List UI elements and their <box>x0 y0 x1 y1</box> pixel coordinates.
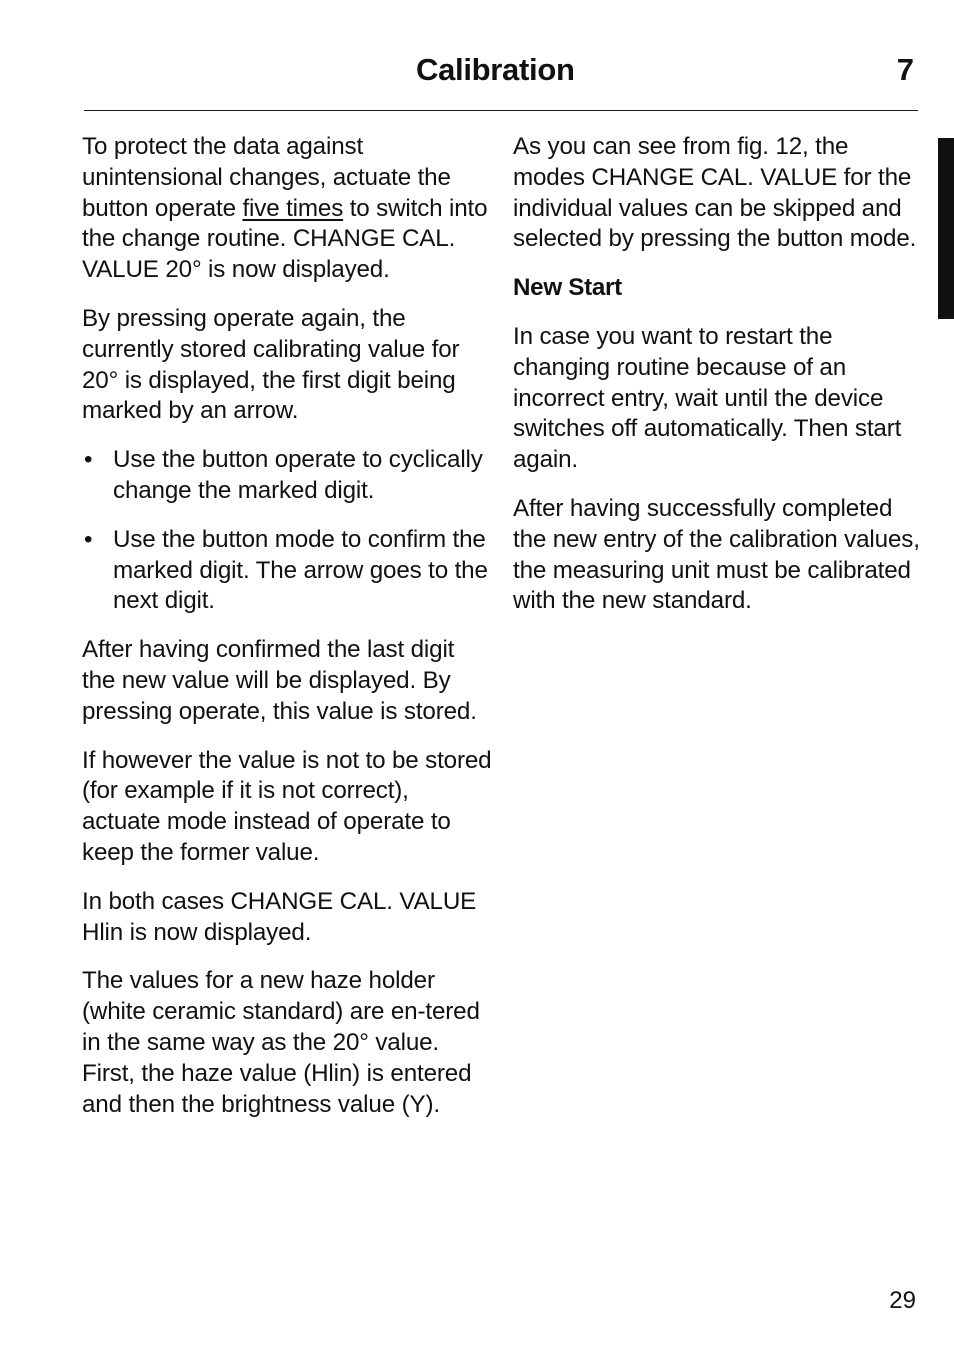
left-column <box>82 132 492 1138</box>
paragraph: The values for a new haze holder (white ceramic standard) are en-tered in the same way as the 20° value. First, the haze value (Hlin) is entered and then the brightness value (Y). <box>82 967 480 1118</box>
bullet-icon: • <box>84 525 93 553</box>
page-number: 29 <box>889 1287 916 1314</box>
paragraph-text: to switch into the change routine. CHANGE CAL. VALUE 20° is now displayed. <box>82 194 488 284</box>
paragraph <box>82 132 492 286</box>
chapter-thumb-tab <box>938 138 954 319</box>
paragraph: If however the value is not to be stored (for example if it is not correct), actuate mode instead of operate to keep the former value. <box>82 746 492 866</box>
chapter-number: 7 <box>896 52 914 87</box>
paragraph: After having successfully completed the new entry of the calibration values, the measuring unit must be calibrated with the new standard. <box>513 494 920 615</box>
list-item-text: Use the button operate to cyclically change the marked digit. <box>113 446 483 504</box>
right-column <box>513 132 921 635</box>
paragraph: After having confirmed the last digit the new value will be displayed. By pressing operate, this value is stored. <box>82 636 477 725</box>
paragraph: By pressing operate again, the currently stored calibrating value for 20° is displayed, the first digit being marked by an arrow. <box>82 304 460 425</box>
paragraph: In case you want to restart the changing routine because of an incorrect entry, wait until the device switches off automatically. Then start again. <box>513 322 902 474</box>
list-item <box>82 525 492 617</box>
paragraph: In both cases CHANGE CAL. VALUE Hlin is now displayed. <box>82 887 477 946</box>
paragraph: As you can see from fig. 12, the modes CHANGE CAL. VALUE for the individual values can be skipped and selected by pressing the button mode. <box>513 133 917 253</box>
list-item <box>82 445 492 507</box>
page-header <box>84 44 918 111</box>
section-heading: New Start <box>513 274 622 302</box>
bullet-icon: • <box>84 446 93 474</box>
paragraph-text: To protect the data against unintensional changes, actuate the button operate <box>82 133 451 222</box>
bullet-list <box>82 445 492 617</box>
underlined-text: five times <box>242 194 344 222</box>
list-item-text: Use the button mode to confirm the marked digit. The arrow goes to the next digit. <box>113 525 488 615</box>
page-title: Calibration <box>416 52 575 87</box>
